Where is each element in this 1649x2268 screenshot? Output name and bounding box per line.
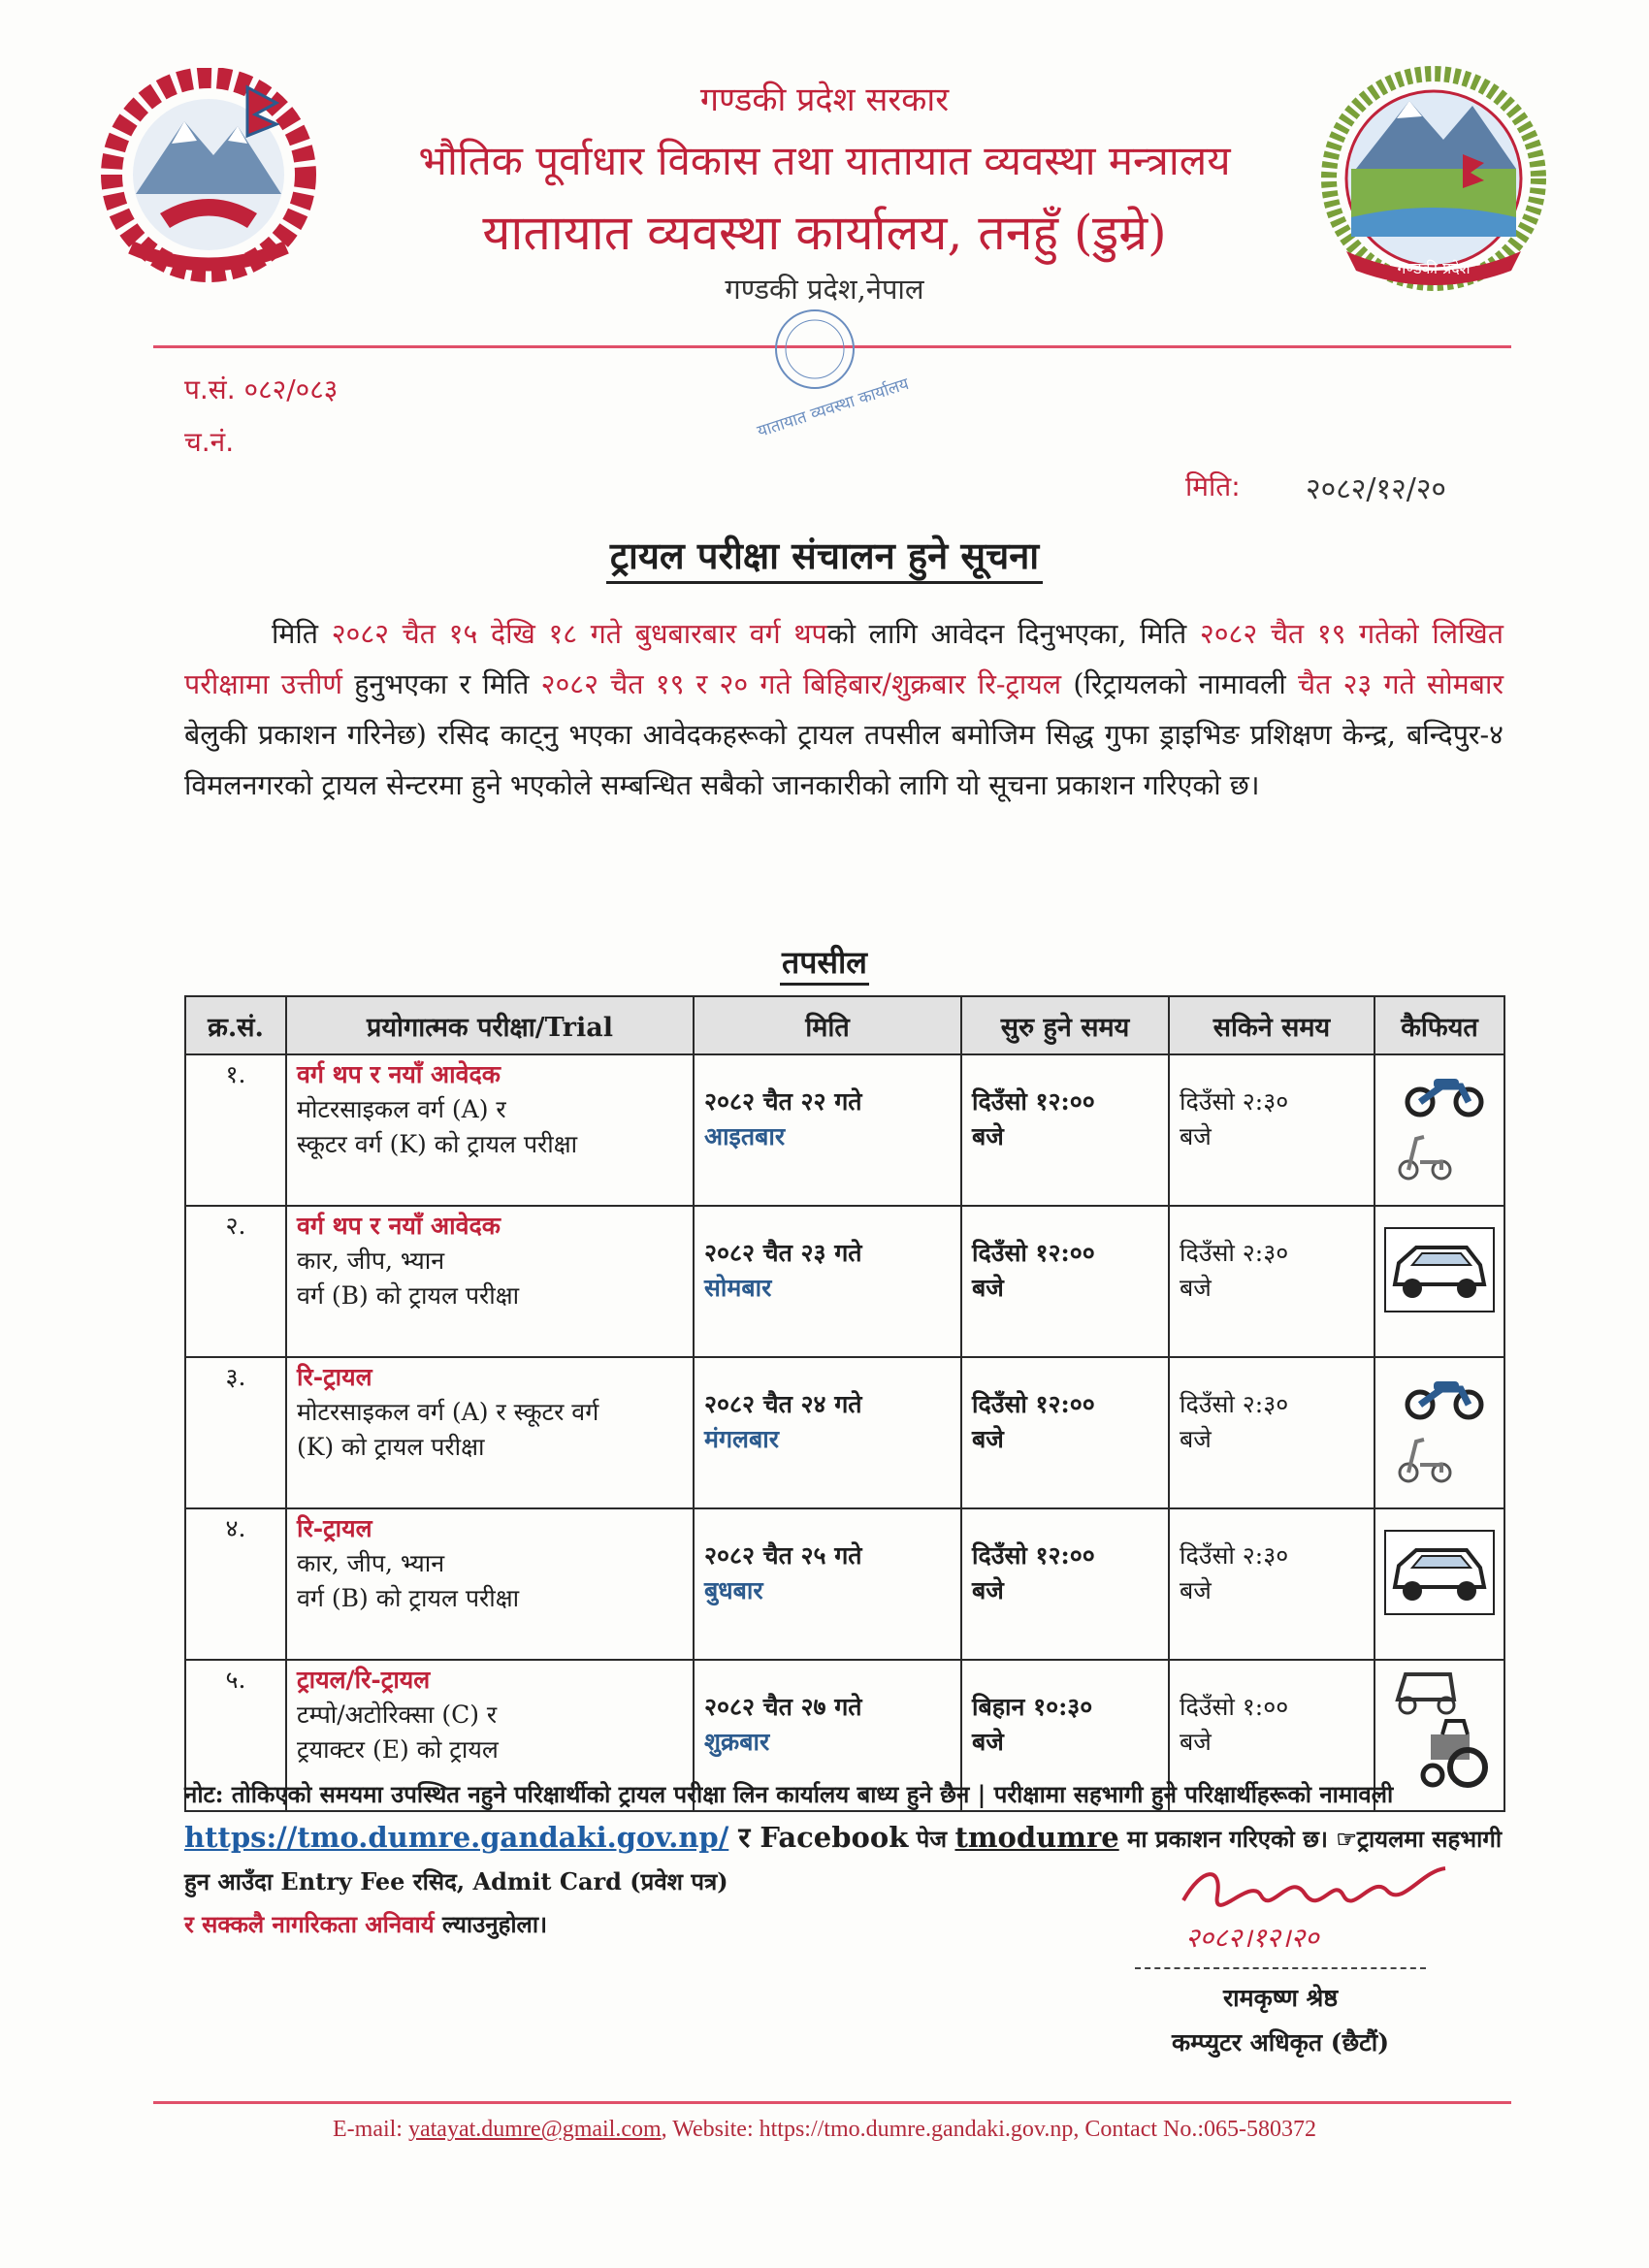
cell-remarks	[1374, 1508, 1504, 1660]
schedule-caption	[0, 941, 1649, 983]
cell-end-time	[1169, 1054, 1374, 1206]
handwritten-signature	[1174, 1857, 1465, 1925]
table-row	[185, 1508, 1504, 1660]
note-text: मा प्रकाशन गरिएको छ। ☞ट्रायलमा सहभागी हुन आउँदा Entry Fee रसिद, Admit Card (प्रवेश पत्र)	[184, 1825, 1503, 1895]
cell-trial	[286, 1206, 694, 1357]
start-time: बिहान १०:३०	[972, 1693, 1093, 1721]
trial-line: कार, जीप, भ्यान	[297, 1549, 445, 1577]
rickshaw-tractor-icon	[1386, 1667, 1493, 1791]
signature-date: २०८२।१२।२०	[1185, 1922, 1319, 1954]
footer-text: E-mail:	[333, 2117, 408, 2142]
trial-day: शुक्रबार	[704, 1728, 770, 1756]
trial-date: २०८२ चैत २५ गते	[704, 1541, 862, 1570]
website-link[interactable]: https://tmo.dumre.gandaki.gov.np/	[184, 1821, 729, 1854]
cell-serial: ५.	[185, 1660, 286, 1811]
start-time-suffix: बजे	[972, 1728, 1004, 1756]
cell-remarks	[1374, 1206, 1504, 1357]
cell-serial: ४.	[185, 1508, 286, 1660]
cell-trial	[286, 1054, 694, 1206]
table-row	[185, 1206, 1504, 1357]
ministry-name: भौतिक पूर्वाधार विकास तथा यातायात व्यवस्था मन्त्रालय	[418, 137, 1231, 184]
table-header-row	[185, 996, 1504, 1054]
footer-divider	[153, 2101, 1511, 2104]
cell-date	[694, 1508, 961, 1660]
cell-date	[694, 1054, 961, 1206]
cell-serial: ३.	[185, 1357, 286, 1508]
office-name: यातायात व्यवस्था कार्यालय, तनहुँ (डुम्रे)	[482, 205, 1167, 261]
trial-line: वर्ग (B) को ट्रायल परीक्षा	[297, 1584, 520, 1612]
para-highlight: चैत २३ गते सोमबार	[1298, 668, 1504, 700]
date-label: मिति:	[1185, 470, 1241, 502]
trial-line: वर्ग (B) को ट्रायल परीक्षा	[297, 1281, 520, 1310]
facebook-label: Facebook	[760, 1821, 909, 1854]
col-header-date: मिति	[694, 996, 961, 1054]
signature-line	[1135, 1967, 1426, 1969]
trial-day: मंगलबार	[704, 1425, 779, 1453]
trial-category-title: ट्रायल/रि-ट्रायल	[297, 1666, 431, 1694]
para-text: को लागि आवेदन दिनुभएका, मिति	[826, 618, 1200, 650]
end-time-suffix: बजे	[1180, 1274, 1212, 1302]
note-text: नोट: तोकिएको समयमा उपस्थित नहुने परिक्षार्थीको ट्रायल परीक्षा लिन कार्यालय बाध्य हुने छैन | परीक्षामा सहभागी हुने परिक्षार्थीहरूको नामावली	[184, 1780, 1394, 1808]
cell-date	[694, 1357, 961, 1508]
svg-text:गण्डकी प्रदेश: गण्डकी प्रदेश	[1397, 259, 1471, 277]
table-row	[185, 1357, 1504, 1508]
col-header-serial: क्र.सं.	[185, 996, 286, 1054]
notice-title	[0, 530, 1649, 580]
start-time: दिउँसो १२:००	[972, 1390, 1095, 1418]
cell-start-time	[961, 1054, 1169, 1206]
para-highlight: २०८२ चैत १९ र २० गते बिहिबार/शुक्रबार रि-ट्रायल	[540, 668, 1062, 700]
trial-date: २०८२ चैत २२ गते	[704, 1087, 862, 1116]
trial-line: स्कूटर वर्ग (K) को ट्रायल परीक्षा	[297, 1130, 578, 1158]
notice-title-text: ट्रायल परीक्षा संचालन हुने सूचना	[606, 535, 1043, 584]
end-time: दिउँसो १:००	[1180, 1693, 1289, 1721]
motorcycle-scooter-icon	[1391, 1061, 1488, 1185]
notice-paragraph	[184, 609, 1504, 811]
cell-start-time	[961, 1357, 1169, 1508]
start-time-suffix: बजे	[972, 1274, 1004, 1302]
para-highlight: २०८२ चैत १९ गतेको लिखित परीक्षामा उत्तीर्ण	[184, 618, 1504, 700]
end-time: दिउँसो २:३०	[1180, 1541, 1289, 1570]
trial-schedule-table	[184, 995, 1505, 1812]
note-text: पेज	[908, 1825, 955, 1853]
cell-end-time	[1169, 1357, 1374, 1508]
note-text: ल्याउनुहोला।	[434, 1910, 548, 1938]
dispatch-number: च.नं.	[184, 426, 235, 458]
office-stamp	[718, 303, 941, 477]
trial-category-title: रि-ट्रायल	[297, 1514, 372, 1542]
motorcycle-scooter-icon	[1391, 1364, 1488, 1488]
cell-trial	[286, 1357, 694, 1508]
reference-number: प.सं. ०८२/०८३	[184, 373, 339, 405]
cell-remarks	[1374, 1357, 1504, 1508]
schedule-caption-text: तपसील	[780, 944, 869, 986]
footer-contact	[0, 2117, 1649, 2143]
trial-category-title: रि-ट्रायल	[297, 1363, 372, 1391]
trial-category-title: वर्ग थप र नयाँ आवेदक	[297, 1060, 501, 1088]
cell-trial	[286, 1508, 694, 1660]
col-header-trial: प्रयोगात्मक परीक्षा/Trial	[286, 996, 694, 1054]
trial-line: (K) को ट्रायल परीक्षा	[297, 1433, 485, 1461]
para-text: बेलुकी प्रकाशन गरिनेछ) रसिद काट्नु भएका आवेदकहरूको ट्रायल तपसील बमोजिम सिद्ध गुफा ड्राइभिङ प्रशिक्षण केन्द्र, बन्दिपुर-४ विमलनगरको ट्रायल सेन्टरमा हुने भएकोले सम्बन्धित सबैको जानकारीको लागि यो सूचना प्रकाशन गरिएको छ।	[184, 719, 1504, 801]
para-highlight: २०८२ चैत १५ देखि १८ गते बुधबारबार वर्ग थप	[331, 618, 827, 650]
cell-serial: २.	[185, 1206, 286, 1357]
para-text: मिति	[272, 618, 332, 650]
cell-start-time	[961, 1206, 1169, 1357]
cell-serial: १.	[185, 1054, 286, 1206]
trial-line: मोटरसाइकल वर्ग (A) र	[297, 1095, 506, 1123]
car-icon	[1383, 1226, 1496, 1313]
cell-end-time	[1169, 1206, 1374, 1357]
svg-text:यातायात व्यवस्था कार्यालय: यातायात व्यवस्था कार्यालय	[755, 373, 912, 442]
signatory-name: रामकृष्ण श्रेष्ठ	[1222, 1984, 1339, 2012]
note-highlight: र सक्कलै नागरिकता अनिवार्य	[184, 1910, 435, 1938]
trial-date: २०८२ चैत २४ गते	[704, 1390, 862, 1418]
date-value: २०८२/१२/२०	[1306, 472, 1447, 506]
end-time-suffix: बजे	[1180, 1122, 1212, 1150]
email-link[interactable]: yatayat.dumre@gmail.com	[407, 2117, 662, 2142]
start-time-suffix: बजे	[972, 1122, 1004, 1150]
trial-day: आइतबार	[704, 1122, 786, 1150]
para-text: (रिट्रायलको नामावली	[1061, 668, 1298, 700]
cell-end-time	[1169, 1508, 1374, 1660]
end-time: दिउँसो २:३०	[1180, 1390, 1289, 1418]
signatory-post: कम्प्युटर अधिकृत (छैटौं)	[1171, 2028, 1390, 2057]
trial-day: सोमबार	[704, 1274, 772, 1302]
end-time: दिउँसो २:३०	[1180, 1239, 1289, 1267]
cell-start-time	[961, 1508, 1169, 1660]
cell-date	[694, 1206, 961, 1357]
trial-line: ट्रयाक्टर (E) को ट्रायल	[297, 1735, 499, 1764]
province-address: गण्डकी प्रदेश,नेपाल	[725, 273, 924, 306]
footer-text: , Website: https://tmo.dumre.gandaki.gov.np, Contact No.:065-580372	[661, 2117, 1316, 2142]
trial-line: कार, जीप, भ्यान	[297, 1247, 445, 1275]
end-time: दिउँसो २:३०	[1180, 1087, 1289, 1116]
trial-date: २०८२ चैत २३ गते	[704, 1239, 862, 1267]
facebook-page-name[interactable]: tmodumre	[954, 1821, 1119, 1854]
trial-date: २०८२ चैत २७ गते	[704, 1693, 862, 1721]
col-header-start: सुरु हुने समय	[961, 996, 1169, 1054]
para-text: हुनुभएका र मिति	[342, 668, 541, 700]
government-name: गण्डकी प्रदेश सरकार	[699, 81, 950, 119]
start-time: दिउँसो १२:००	[972, 1087, 1095, 1116]
start-time-suffix: बजे	[972, 1576, 1004, 1604]
trial-line: मोटरसाइकल वर्ग (A) र स्कूटर वर्ग	[297, 1398, 599, 1426]
cell-remarks	[1374, 1054, 1504, 1206]
end-time-suffix: बजे	[1180, 1576, 1212, 1604]
table-row	[185, 1054, 1504, 1206]
start-time-suffix: बजे	[972, 1425, 1004, 1453]
trial-line: टम्पो/अटोरिक्सा (C) र	[297, 1701, 498, 1729]
end-time-suffix: बजे	[1180, 1728, 1212, 1756]
col-header-remarks: कैफियत	[1374, 996, 1504, 1054]
start-time: दिउँसो १२:००	[972, 1239, 1095, 1267]
note-text: र	[728, 1821, 760, 1854]
end-time-suffix: बजे	[1180, 1425, 1212, 1453]
start-time: दिउँसो १२:००	[972, 1541, 1095, 1570]
trial-category-title: वर्ग थप र नयाँ आवेदक	[297, 1212, 501, 1240]
trial-day: बुधबार	[704, 1576, 763, 1604]
col-header-end: सकिने समय	[1169, 996, 1374, 1054]
car-icon	[1383, 1529, 1496, 1616]
